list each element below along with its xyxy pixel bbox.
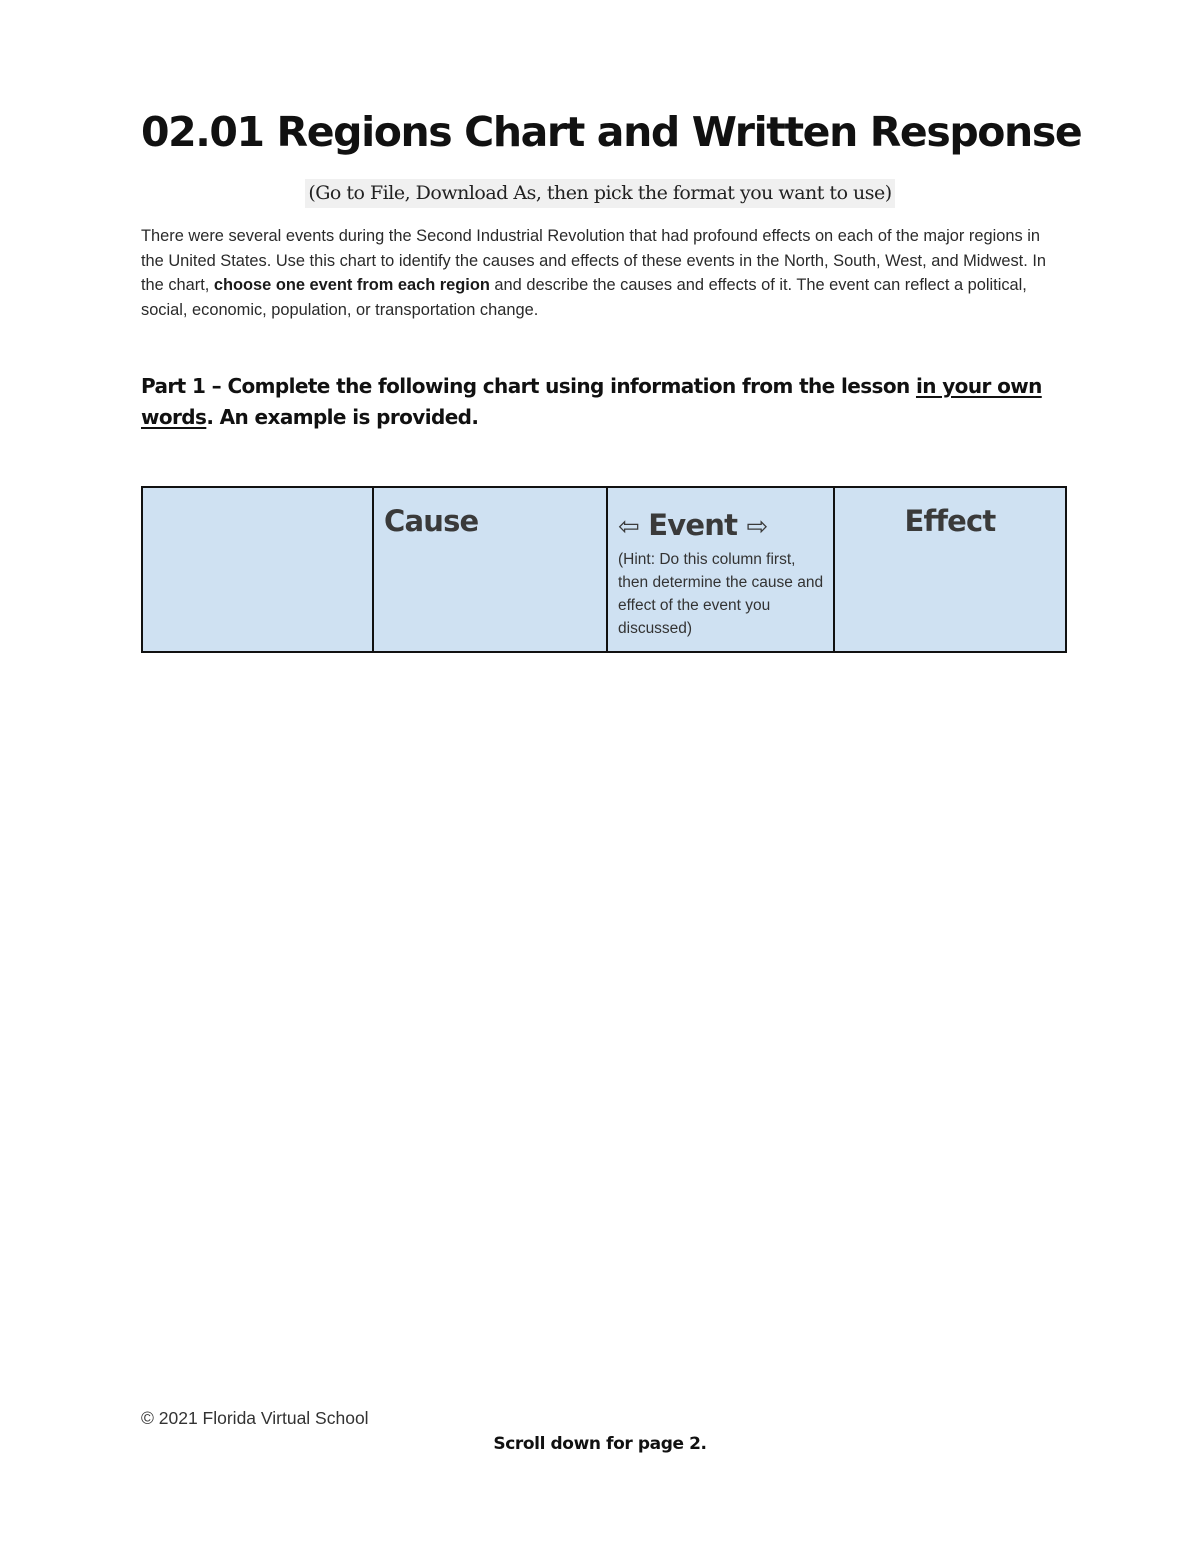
part1-text-underlined: in your own words	[141, 374, 1042, 429]
part1-heading	[141, 371, 1061, 433]
effect-header: Effect	[904, 504, 996, 538]
event-hint: (Hint: Do this column first, then determine the cause and effect of the event you discussed)	[618, 551, 824, 637]
left-arrow-icon: ⇦	[618, 512, 639, 542]
intro-paragraph	[141, 224, 1061, 323]
subtitle-container	[0, 179, 1200, 208]
cause-header: Cause	[384, 504, 479, 538]
event-header-label: Event	[648, 508, 738, 542]
part1-text-start: Part 1 – Complete the following chart using information from the lesson	[141, 374, 916, 398]
header-effect-cell	[834, 487, 1066, 652]
page-title: 02.01 Regions Chart and Written Response	[141, 108, 1082, 156]
regions-chart	[141, 486, 1067, 653]
part1-text-end: . An example is provided.	[206, 405, 479, 429]
intro-text-start: There were several events during the Second Industrial Revolution that had profound effects on each of the major regions in the United States. Use this chart to identify the causes and effects of these events in the North, South, West, and Midwest. In the chart,	[141, 227, 1047, 295]
right-arrow-icon: ⇨	[746, 512, 768, 542]
event-header	[608, 488, 833, 544]
intro-text-bold: choose one event from each region	[213, 276, 490, 295]
chart-header-row	[142, 487, 1066, 652]
header-blank-cell	[142, 487, 373, 652]
intro-text-end: and describe the causes and effects of it. The event can reflect a political, social, economic, population, or transportation change.	[141, 276, 1027, 320]
download-instructions: (Go to File, Download As, then pick the format you want to use)	[305, 179, 894, 208]
copyright-footer: © 2021 Florida Virtual School	[141, 1408, 369, 1428]
header-cause-cell	[373, 487, 607, 652]
header-event-cell	[607, 487, 834, 652]
scroll-note: Scroll down for page 2.	[493, 1434, 707, 1454]
